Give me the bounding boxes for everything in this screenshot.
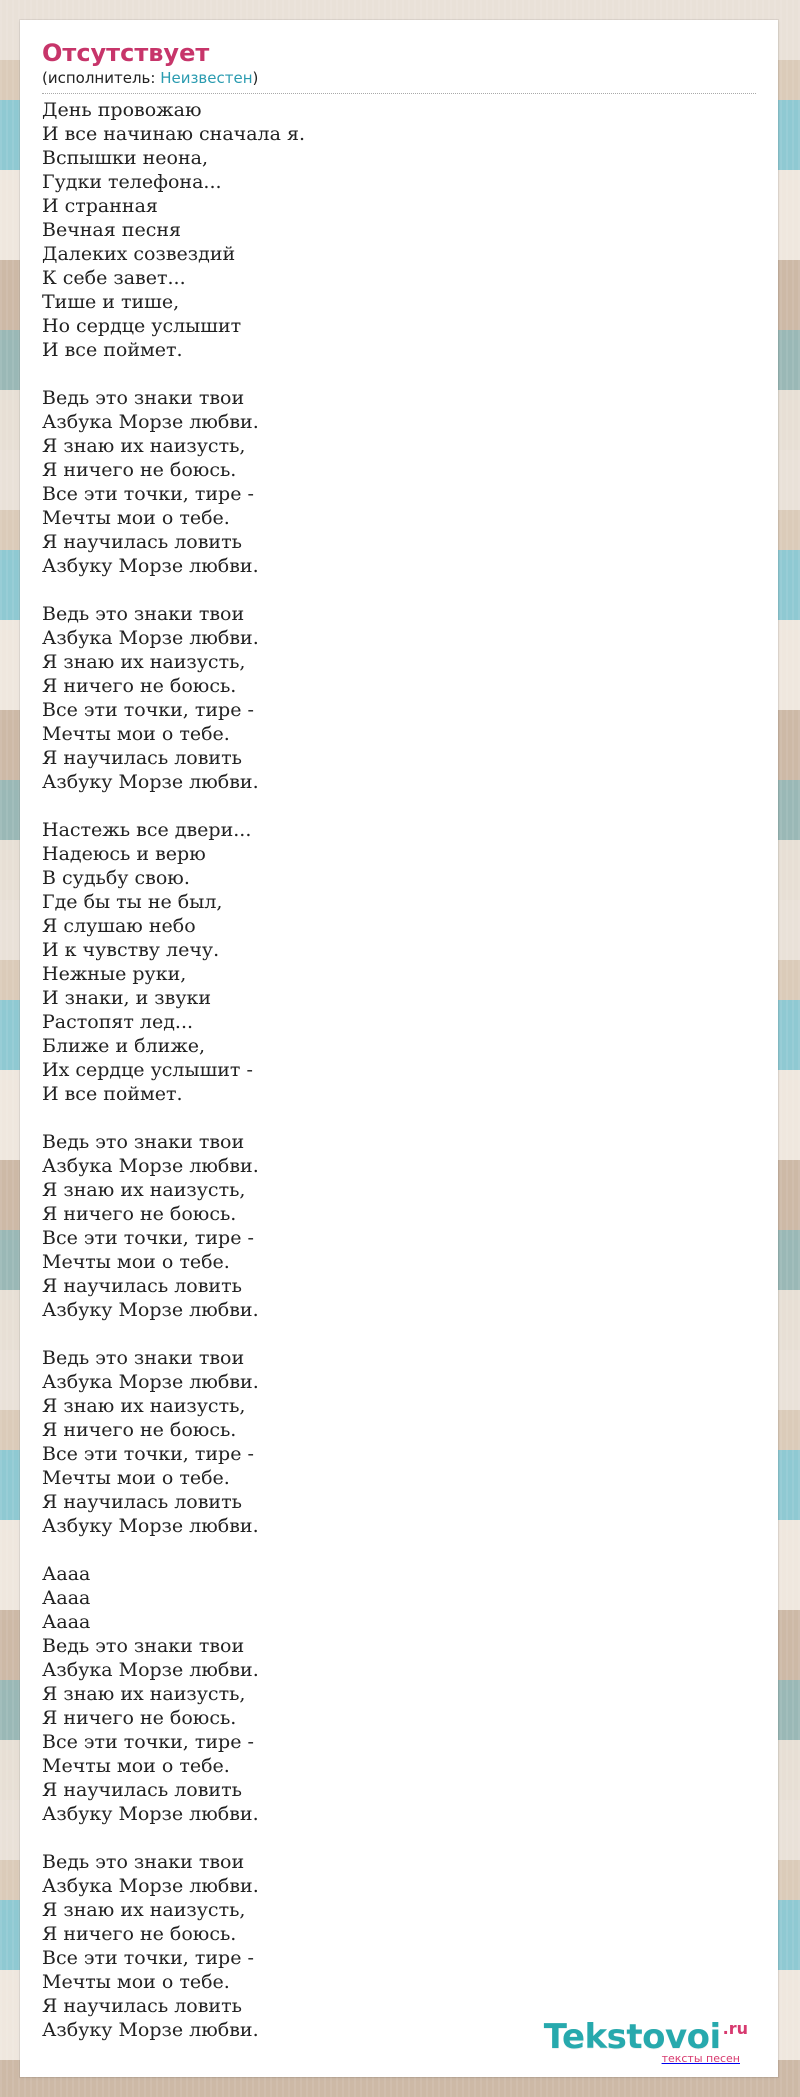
lyrics-line: Где бы ты не был, xyxy=(42,891,223,913)
lyrics-line: Я ничего не боюсь. xyxy=(42,1923,237,1945)
song-meta xyxy=(42,69,756,87)
lyrics-line: Я научилась ловить xyxy=(42,1491,242,1513)
lyrics-line: И странная xyxy=(42,195,158,217)
lyrics-line: И все поймет. xyxy=(42,1083,183,1105)
lyrics-line: И все поймет. xyxy=(42,339,183,361)
lyrics-line: Я слушаю небо xyxy=(42,915,196,937)
lyrics-line: Все эти точки, тире - xyxy=(42,1443,254,1465)
lyrics-line: Я ничего не боюсь. xyxy=(42,675,237,697)
lyrics-line: Азбука Морзе любви. xyxy=(42,1371,259,1393)
lyrics-line: Я знаю их наизусть, xyxy=(42,1395,246,1417)
lyrics-line: Ведь это знаки твои xyxy=(42,1131,245,1153)
lyrics-line: Мечты мои о тебе. xyxy=(42,1755,230,1777)
lyrics-line: Растопят лед... xyxy=(42,1011,194,1033)
lyrics-blank-line xyxy=(42,578,762,602)
lyrics-line: В судьбу свою. xyxy=(42,867,190,889)
song-header xyxy=(42,38,756,94)
lyrics-line: Но сердце услышит xyxy=(42,315,242,337)
lyrics-line: Азбуку Морзе любви. xyxy=(42,771,259,793)
lyrics-line: Азбуку Морзе любви. xyxy=(42,1803,259,1825)
artist-link[interactable]: Неизвестен xyxy=(160,69,253,87)
logo-text: Tekstovoi xyxy=(543,2017,721,2057)
lyrics-line: Я научилась ловить xyxy=(42,1995,242,2017)
lyrics-line: Я знаю их наизусть, xyxy=(42,1179,246,1201)
lyrics-line: Мечты мои о тебе. xyxy=(42,1251,230,1273)
lyrics-line: День провожаю xyxy=(42,99,202,121)
lyrics-line: Все эти точки, тире - xyxy=(42,1227,254,1249)
lyrics-line: И знаки, и звуки xyxy=(42,987,212,1009)
lyrics-line: Мечты мои о тебе. xyxy=(42,1467,230,1489)
lyrics-line: Я научилась ловить xyxy=(42,531,242,553)
lyrics-line: Я ничего не боюсь. xyxy=(42,1203,237,1225)
lyrics-line: Ведь это знаки твои xyxy=(42,1347,245,1369)
lyrics-line: Мечты мои о тебе. xyxy=(42,723,230,745)
lyrics-line: Азбука Морзе любви. xyxy=(42,1875,259,1897)
lyrics-line: Я научилась ловить xyxy=(42,1275,242,1297)
lyrics-line: Надеюсь и верю xyxy=(42,843,206,865)
lyrics-line: И к чувству лечу. xyxy=(42,939,220,961)
lyrics-line: Азбуку Морзе любви. xyxy=(42,1515,259,1537)
lyrics-line: Азбука Морзе любви. xyxy=(42,411,259,433)
lyrics-line: Я научилась ловить xyxy=(42,1779,242,1801)
logo-domain: .ru xyxy=(722,2019,748,2038)
song-title: Отсутствует xyxy=(42,39,210,67)
lyrics-line: Тише и тише, xyxy=(42,291,180,313)
lyrics-line: Далеких созвездий xyxy=(42,243,236,265)
lyrics-blank-line xyxy=(42,1106,762,1130)
lyrics-blank-line xyxy=(42,1826,762,1850)
lyrics-blank-line xyxy=(42,1538,762,1562)
lyrics-line: Гудки телефона... xyxy=(42,171,222,193)
lyrics-line: Азбуку Морзе любви. xyxy=(42,2019,259,2041)
lyrics-line: Ближе и ближе, xyxy=(42,1035,206,1057)
lyrics-line: Мечты мои о тебе. xyxy=(42,1971,230,1993)
lyrics-line: Азбука Морзе любви. xyxy=(42,627,259,649)
lyrics-line: Я знаю их наизусть, xyxy=(42,435,246,457)
lyrics-line: Я ничего не боюсь. xyxy=(42,459,237,481)
meta-suffix: ) xyxy=(252,69,259,87)
lyrics-line: Я научилась ловить xyxy=(42,747,242,769)
site-logo[interactable] xyxy=(543,2017,748,2065)
lyrics-line: Азбуку Морзе любви. xyxy=(42,555,259,577)
lyrics-line: Ведь это знаки твои xyxy=(42,387,245,409)
lyrics-line: Все эти точки, тире - xyxy=(42,699,254,721)
lyrics-line: Азбука Морзе любви. xyxy=(42,1155,259,1177)
lyrics-line: Аааа xyxy=(42,1587,91,1609)
lyrics-blank-line xyxy=(42,794,762,818)
lyrics-line: Я ничего не боюсь. xyxy=(42,1707,237,1729)
lyrics-line: Настежь все двери... xyxy=(42,819,252,841)
lyrics-line: Азбука Морзе любви. xyxy=(42,1659,259,1681)
lyrics-line: Нежные руки, xyxy=(42,963,187,985)
lyrics-line: Азбуку Морзе любви. xyxy=(42,1299,259,1321)
lyrics-line: Аааа xyxy=(42,1563,91,1585)
lyrics-blank-line xyxy=(42,1322,762,1346)
lyrics-line: Все эти точки, тире - xyxy=(42,1947,254,1969)
lyrics-line: Аааа xyxy=(42,1611,91,1633)
lyrics-line: Ведь это знаки твои xyxy=(42,1851,245,1873)
lyrics-line: Я знаю их наизусть, xyxy=(42,1899,246,1921)
lyrics-card xyxy=(20,20,778,2077)
lyrics-line: Все эти точки, тире - xyxy=(42,483,254,505)
logo-subtitle: тексты песен xyxy=(661,2052,740,2065)
lyrics-line: Я знаю их наизусть, xyxy=(42,651,246,673)
lyrics-body xyxy=(42,98,762,2042)
lyrics-line: Я ничего не боюсь. xyxy=(42,1419,237,1441)
lyrics-line: Ведь это знаки твои xyxy=(42,603,245,625)
lyrics-line: Вечная песня xyxy=(42,219,181,241)
lyrics-line: И все начинаю сначала я. xyxy=(42,123,306,145)
lyrics-line: Их сердце услышит - xyxy=(42,1059,253,1081)
lyrics-line: Я знаю их наизусть, xyxy=(42,1683,246,1705)
meta-prefix: (исполнитель: xyxy=(42,69,161,87)
lyrics-line: Мечты мои о тебе. xyxy=(42,507,230,529)
lyrics-line: К себе завет... xyxy=(42,267,186,289)
lyrics-line: Вспышки неона, xyxy=(42,147,209,169)
lyrics-line: Ведь это знаки твои xyxy=(42,1635,245,1657)
lyrics-blank-line xyxy=(42,362,762,386)
lyrics-line: Все эти точки, тире - xyxy=(42,1731,254,1753)
